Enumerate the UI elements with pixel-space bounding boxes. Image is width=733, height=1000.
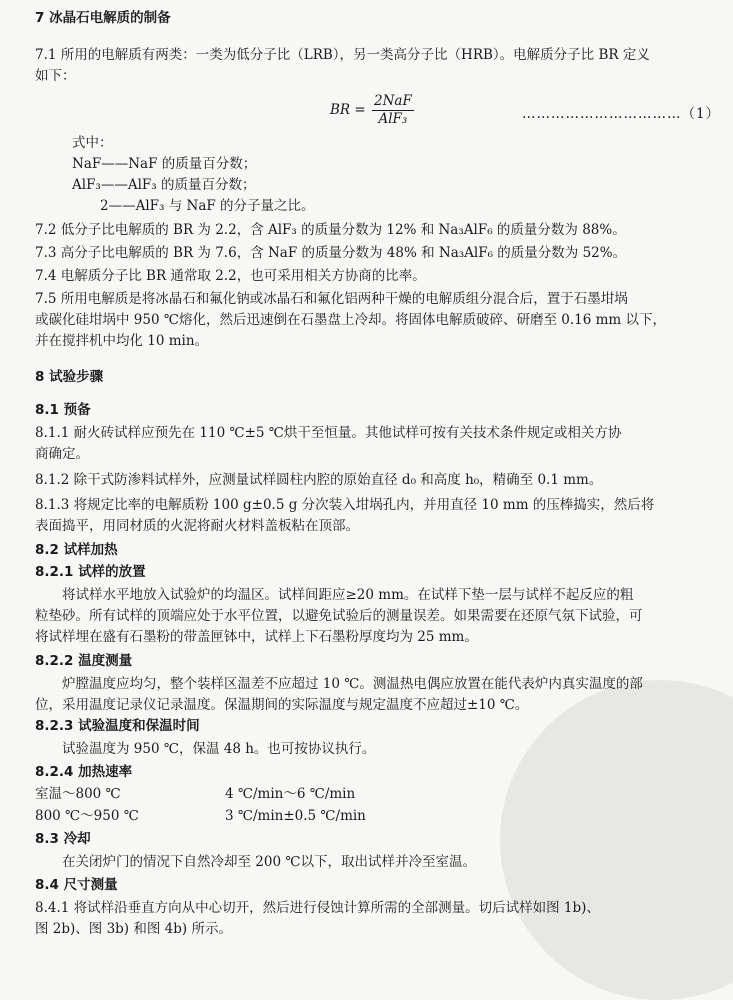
rate-range: 800 ℃～950 ℃ (35, 808, 139, 824)
rate-range: 室温～800 ℃ (35, 786, 121, 802)
clause-8-2-1-line2: 粒垫砂。所有试样的顶端应处于水平位置，以避免试验后的测量误差。如果需要在还原气氛下试验，可 (35, 608, 643, 624)
clause-8-2-2-heading: 8.2.2 温度测量 (35, 653, 133, 669)
formula-numerator: 2NaF (374, 93, 412, 109)
clause-8-4-1-line1: 8.4.1 将试样沿垂直方向从中心切开，然后进行侵蚀计算所需的全部测量。切后试样如图 1b)、 (35, 900, 600, 916)
heating-rate-table (35, 783, 366, 827)
clause-8-2-4-heading: 8.2.4 加热速率 (35, 764, 133, 780)
clause-8-1-1-line2: 商确定。 (35, 446, 89, 462)
formula-br (330, 93, 414, 128)
definition-alf3: AlF₃——AlF₃ 的质量百分数； (72, 177, 256, 193)
clause-8-2-3-heading: 8.2.3 试验温度和保温时间 (35, 718, 200, 734)
clause-8-2-3-text: 试验温度为 950 ℃，保温 48 h。也可按协议执行。 (62, 741, 376, 757)
definition-naf: NaF——NaF 的质量百分数； (72, 156, 257, 172)
clause-7-4: 7.4 电解质分子比 BR 通常取 2.2，也可采用相关方协商的比率。 (35, 268, 426, 284)
formula-number: ……………………………（1） (522, 106, 721, 122)
clause-8-2-1-heading: 8.2.1 试样的放置 (35, 564, 146, 580)
clause-8-1-2: 8.1.2 除干式防渗料试样外，应测量试样圆柱内腔的原始直径 d₀ 和高度 h₀，精确至 0.1 mm。 (35, 472, 603, 488)
clause-8-1-heading: 8.1 预备 (35, 402, 91, 418)
clause-8-2-2-line1: 炉膛温度应均匀，整个装样区温差不应超过 10 ℃。测温热电偶应放置在能代表炉内真实温度的部 (62, 676, 643, 692)
clause-8-2-1-line1: 将试样水平地放入试验炉的均温区。试样间距应≥20 mm。在试样下垫一层与试样不起反应的粗 (62, 587, 634, 603)
section-8-heading: 8 试验步骤 (35, 369, 104, 385)
clause-8-2-2-line2: 位，采用温度记录仪记录温度。保温期间的实际温度与规定温度不应超过±10 ℃。 (35, 697, 529, 713)
clause-7-1-line1: 7.1 所用的电解质有两类：一类为低分子比（LRB），另一类高分子比（HRB）。电解质分子比 BR 定义 (35, 47, 650, 63)
clause-8-4-heading: 8.4 尺寸测量 (35, 877, 118, 893)
formula-fraction (372, 93, 414, 128)
clause-8-4-1-line2: 图 2b)、图 3b) 和图 4b) 所示。 (35, 921, 232, 937)
clause-7-3: 7.3 高分子比电解质的 BR 为 7.6，含 NaF 的质量分数为 48% 和 Na₃AlF₆ 的质量分数为 52%。 (35, 245, 627, 261)
clause-7-1-line2: 如下： (35, 68, 76, 84)
clause-7-2: 7.2 低分子比电解质的 BR 为 2.2，含 AlF₃ 的质量分数为 12% 和 Na₃AlF₆ 的质量分数为 88%。 (35, 222, 626, 238)
formula-lhs: BR = (330, 102, 366, 118)
clause-8-3-heading: 8.3 冷却 (35, 831, 91, 847)
clause-8-1-3-line1: 8.1.3 将规定比率的电解质粉 100 g±0.5 g 分次装入坩埚孔内，并用直径 10 mm 的压棒捣实，然后将 (35, 497, 655, 513)
clause-8-1-3-line2: 表面捣平，用同材质的火泥将耐火材料盖板粘在顶部。 (35, 518, 359, 534)
clause-8-2-1-line3: 将试样埋在盛有石墨粉的带盖匣钵中，试样上下石墨粉厚度均为 25 mm。 (35, 629, 478, 645)
rate-value: 3 ℃/min±0.5 ℃/min (225, 808, 366, 824)
table-row (35, 783, 366, 805)
watermark-seal (500, 680, 733, 1000)
definition-ratio: 2——AlF₃ 与 NaF 的分子量之比。 (100, 198, 315, 214)
clause-7-5-line1: 7.5 所用电解质是将冰晶石和氟化钠或冰晶石和氟化铝两种干燥的电解质组分混合后，置于石墨坩埚 (35, 291, 628, 307)
section-7-heading: 7 冰晶石电解质的制备 (35, 10, 171, 26)
where-label: 式中： (72, 135, 113, 151)
clause-8-3-text: 在关闭炉门的情况下自然冷却至 200 ℃以下，取出试样并冷至室温。 (62, 854, 476, 870)
table-row (35, 805, 366, 827)
formula-denominator: AlF₃ (378, 111, 408, 127)
clause-7-5-line3: 并在搅拌机中均化 10 min。 (35, 333, 209, 349)
rate-value: 4 ℃/min～6 ℃/min (225, 786, 356, 802)
clause-8-2-heading: 8.2 试样加热 (35, 542, 118, 558)
clause-8-1-1-line1: 8.1.1 耐火砖试样应预先在 110 ℃±5 ℃烘干至恒量。其他试样可按有关技术条件规定或相关方协 (35, 425, 622, 441)
clause-7-5-line2: 或碳化硅坩埚中 950 ℃熔化，然后迅速倒在石墨盘上冷却。将固体电解质破碎、研磨至 0.16 mm 以下， (35, 312, 666, 328)
